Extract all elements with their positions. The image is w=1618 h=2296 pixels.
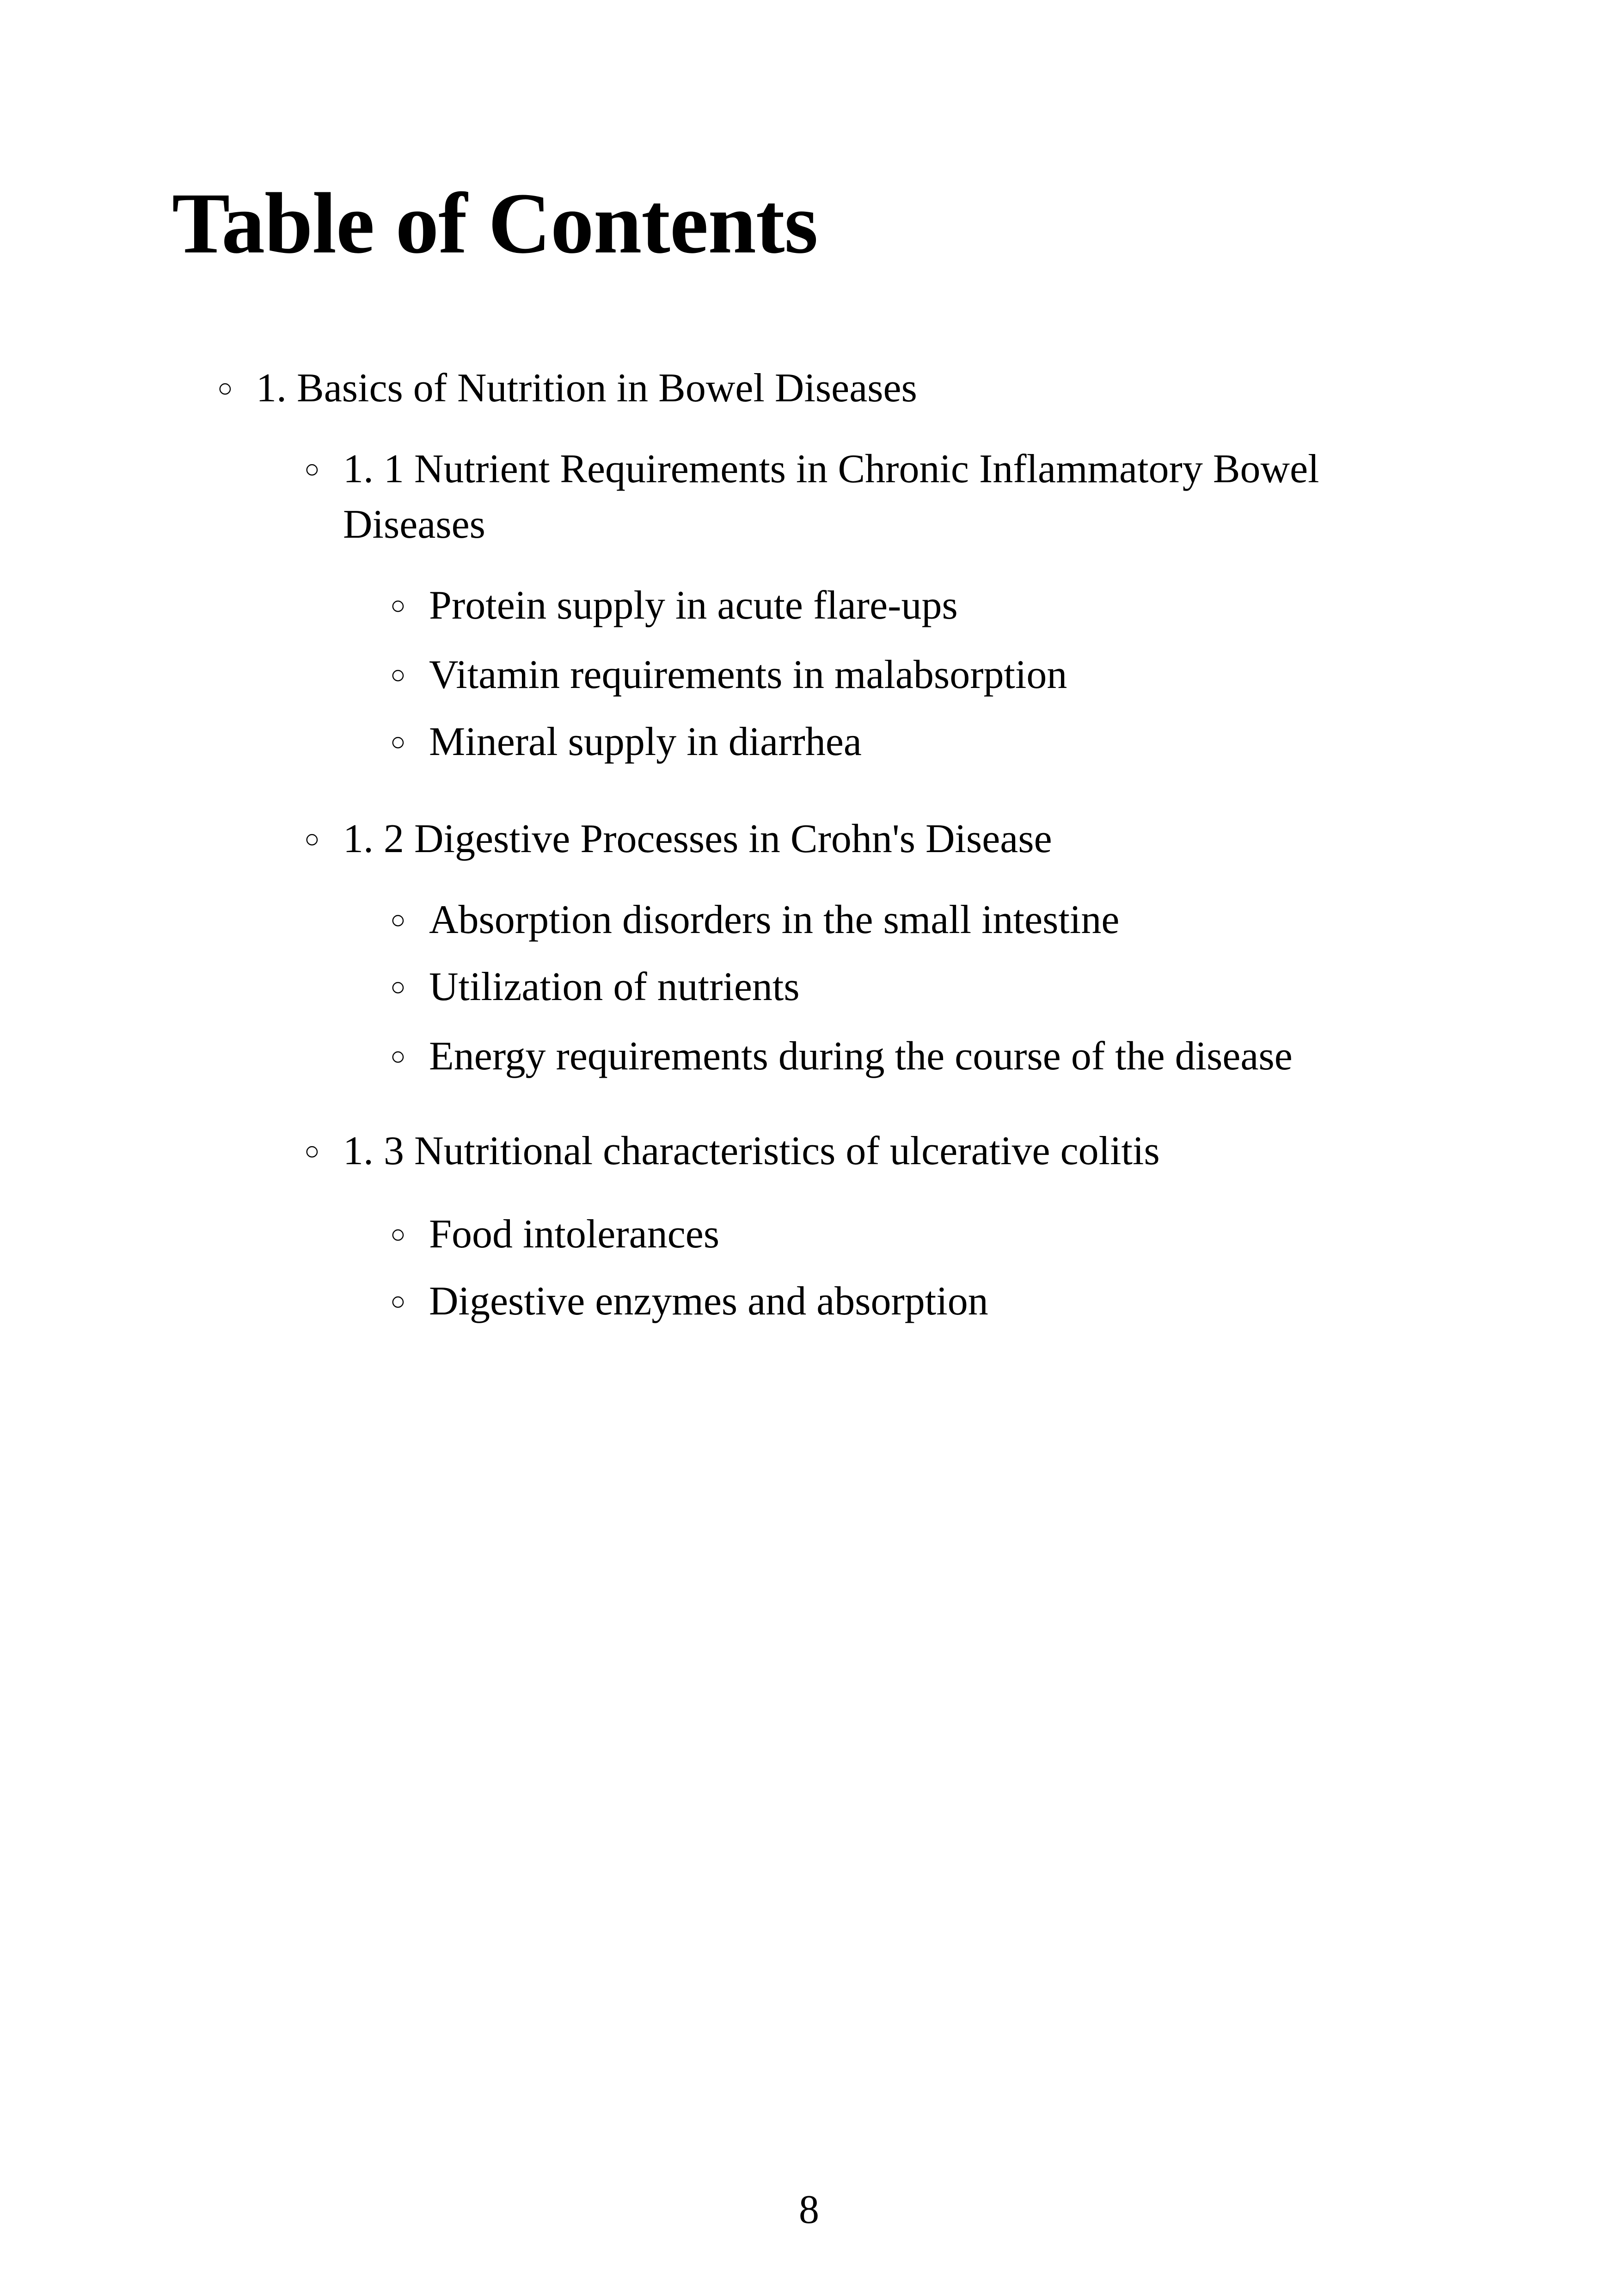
toc-subsection-1-3[interactable] — [304, 1123, 1160, 1179]
toc-item[interactable] — [390, 959, 800, 1015]
toc-item[interactable] — [390, 578, 958, 633]
toc-item-label: Utilization of nutrients — [429, 964, 800, 1009]
toc-item[interactable] — [390, 714, 862, 770]
circle-bullet-icon: ○ — [390, 973, 406, 1001]
toc-subsection-label: 1. 1 Nutrient Requirements in Chronic Inflammatory Bowel Diseases — [343, 447, 1319, 547]
toc-subsection-1-1[interactable] — [304, 442, 1406, 553]
circle-bullet-icon: ○ — [390, 1042, 406, 1071]
page-number: 8 — [799, 2187, 819, 2232]
toc-item[interactable] — [390, 647, 1067, 703]
toc-section-1[interactable] — [217, 361, 917, 416]
circle-bullet-icon: ○ — [390, 661, 406, 689]
toc-item-label: Vitamin requirements in malabsorption — [429, 652, 1067, 697]
toc-subsection-label: 1. 3 Nutritional characteristics of ulcerative colitis — [343, 1129, 1160, 1173]
circle-bullet-icon: ○ — [217, 374, 233, 403]
toc-item-label: Protein supply in acute flare-ups — [429, 583, 958, 628]
toc-item-label: Digestive enzymes and absorption — [429, 1279, 988, 1324]
toc-item[interactable] — [390, 1207, 720, 1262]
circle-bullet-icon: ○ — [390, 1287, 406, 1316]
circle-bullet-icon: ○ — [304, 1137, 320, 1166]
circle-bullet-icon: ○ — [390, 728, 406, 756]
page-title: Table of Contents — [172, 175, 818, 271]
toc-item[interactable] — [390, 892, 1120, 948]
circle-bullet-icon: ○ — [304, 455, 320, 484]
toc-item-label: Food intolerances — [429, 1212, 720, 1257]
toc-section-label: 1. Basics of Nutrition in Bowel Diseases — [256, 366, 917, 411]
toc-item[interactable] — [390, 1029, 1293, 1084]
circle-bullet-icon: ○ — [390, 1220, 406, 1249]
toc-subsection-label: 1. 2 Digestive Processes in Crohn's Disease — [343, 816, 1052, 861]
toc-item-label: Absorption disorders in the small intestine — [429, 897, 1120, 942]
toc-item[interactable] — [390, 1274, 988, 1329]
circle-bullet-icon: ○ — [390, 906, 406, 934]
toc-subsection-1-2[interactable] — [304, 811, 1052, 867]
circle-bullet-icon: ○ — [304, 825, 320, 853]
toc-item-label: Mineral supply in diarrhea — [429, 719, 862, 764]
circle-bullet-icon: ○ — [390, 591, 406, 620]
toc-item-label: Energy requirements during the course of the disease — [429, 1034, 1293, 1079]
